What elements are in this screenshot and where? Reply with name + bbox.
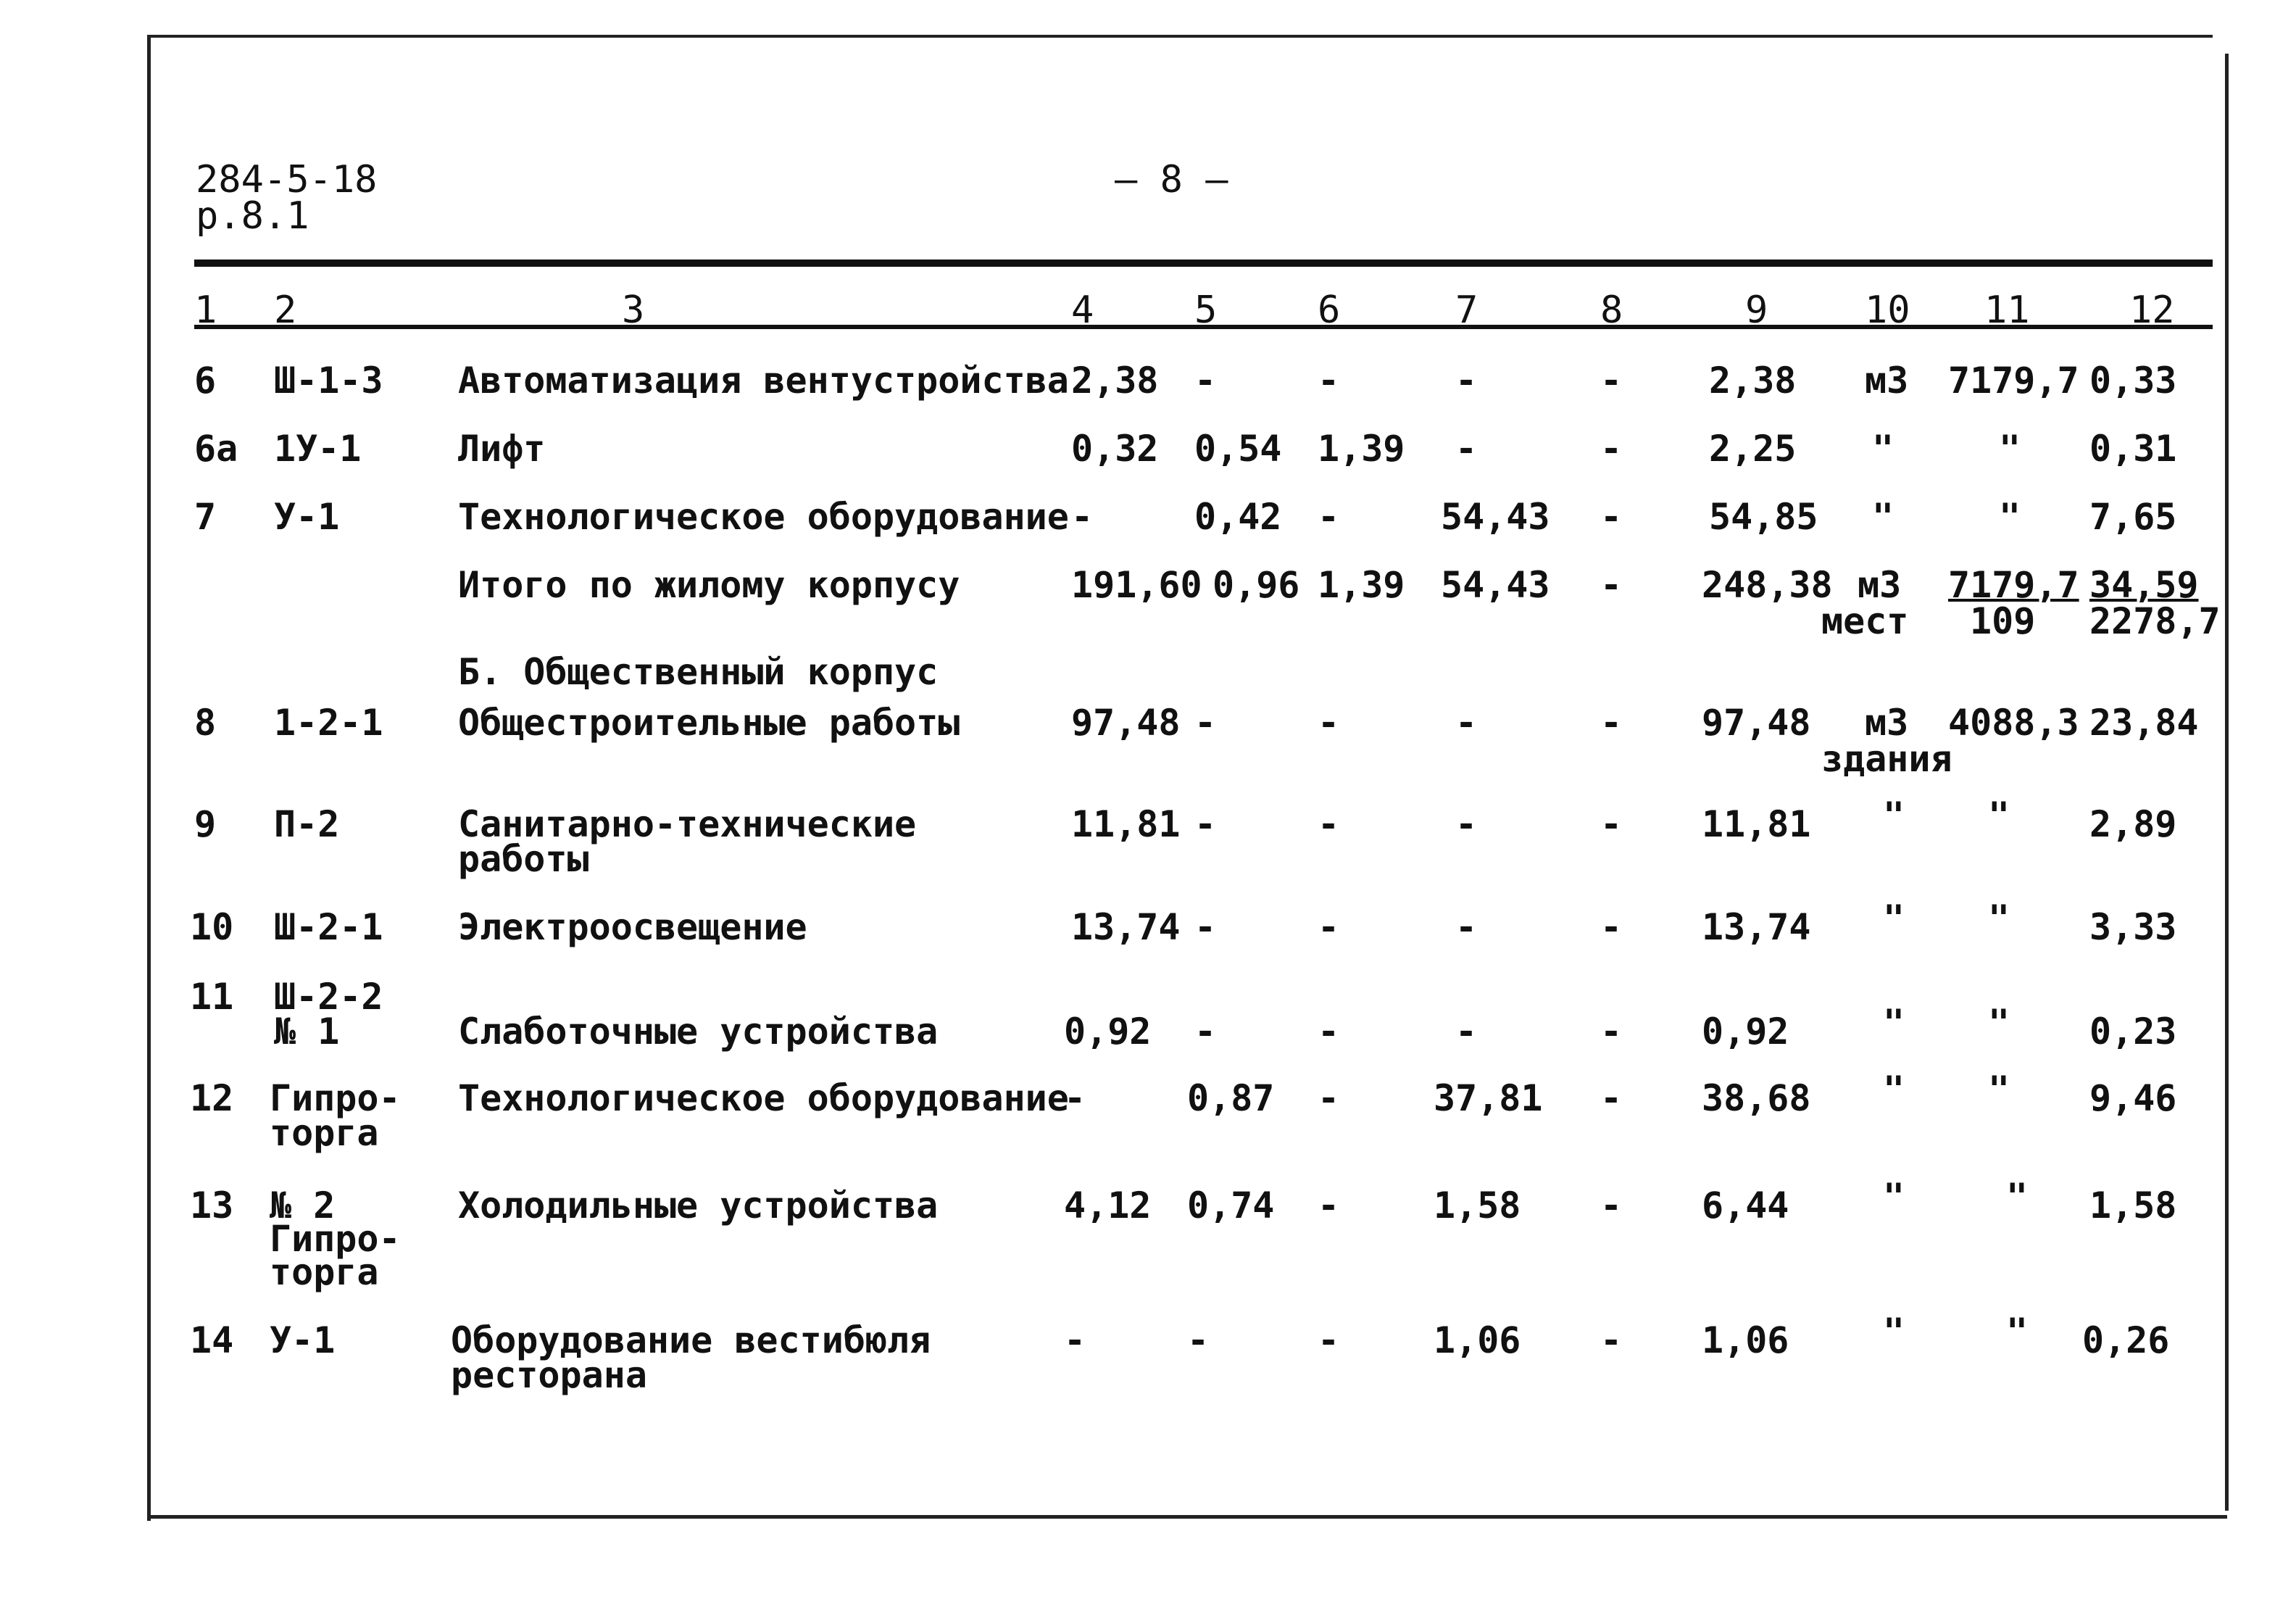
value-col4: 13,74 — [1071, 906, 1181, 948]
value-col12: 1,58 — [2089, 1184, 2177, 1227]
value-col9: 54,85 — [1709, 496, 1818, 538]
item-code: Ш-2-2 — [274, 976, 383, 1018]
value-col6: - — [1318, 1184, 1340, 1227]
item-code: 1У-1 — [274, 428, 362, 470]
ditto-mark: " — [1883, 1069, 1905, 1111]
ditto-mark: " — [1872, 496, 1894, 538]
value-col12: 2,89 — [2089, 803, 2177, 845]
value-col8: - — [1600, 702, 1623, 744]
ditto-mark: " — [1883, 794, 1905, 837]
value-col7: - — [1455, 702, 1478, 744]
value-col6: - — [1318, 803, 1340, 845]
value-col6: - — [1318, 906, 1340, 948]
unit-secondary: здания — [1821, 738, 1952, 780]
ditto-mark: " — [1988, 897, 2010, 939]
item-code-line2: торга — [270, 1112, 379, 1154]
value-col4: 97,48 — [1071, 702, 1181, 744]
value-col4: 0,92 — [1064, 1011, 1152, 1053]
ditto-mark: " — [1883, 1176, 1905, 1218]
column-header-9: 9 — [1745, 289, 1768, 332]
value-col5: - — [1194, 906, 1217, 948]
row-number: 10 — [190, 906, 234, 948]
value-col4: 191,60 — [1071, 564, 1202, 606]
value-col9: 2,38 — [1709, 360, 1797, 402]
ditto-mark: " — [1988, 794, 2010, 837]
value-col8: - — [1600, 1319, 1623, 1361]
ditto-mark: " — [1883, 1002, 1905, 1044]
item-code: У-1 — [274, 496, 340, 538]
column-header-10: 10 — [1865, 289, 1910, 332]
ditto-mark: " — [1988, 1069, 2010, 1111]
value-col9: 1,06 — [1702, 1319, 1789, 1361]
column-header-7: 7 — [1455, 289, 1478, 332]
value-col9: 248,38 — [1702, 564, 1833, 606]
column-header-5: 5 — [1194, 289, 1218, 332]
value-col6: - — [1318, 1077, 1340, 1119]
column-header-4: 4 — [1071, 289, 1094, 332]
page-number: — 8 — — [1115, 158, 1228, 202]
value-col11: 7179,7 — [1948, 360, 2079, 402]
row-number: 11 — [190, 976, 234, 1018]
value-col8: - — [1600, 1011, 1623, 1053]
value-col7: - — [1455, 428, 1478, 470]
column-header-11: 11 — [1984, 289, 2030, 332]
value-col4: 0,32 — [1071, 428, 1159, 470]
document-section: р.8.1 — [196, 194, 309, 238]
section-heading: Б. Общественный корпус — [458, 651, 939, 693]
value-col7: 1,58 — [1434, 1184, 1521, 1227]
column-header-6: 6 — [1318, 289, 1341, 332]
value-col12: 9,46 — [2089, 1077, 2177, 1119]
value-col12: 0,31 — [2089, 428, 2177, 470]
row-number: 13 — [190, 1184, 234, 1227]
fraction-denominator: 2278,7 — [2089, 600, 2221, 642]
fraction-denominator: 109 — [1970, 600, 2036, 642]
value-col8: - — [1600, 906, 1623, 948]
row-number: 6 — [194, 360, 217, 402]
value-col7: 54,43 — [1441, 496, 1550, 538]
ditto-mark: " — [1999, 496, 2021, 538]
value-col8: - — [1600, 360, 1623, 402]
item-description: Автоматизация вентустройства — [458, 360, 1069, 402]
value-col8: - — [1600, 496, 1623, 538]
item-code-line3: торга — [270, 1251, 379, 1293]
value-col6: - — [1318, 1011, 1340, 1053]
value-col4: - — [1064, 1319, 1086, 1361]
value-col6: - — [1318, 496, 1340, 538]
value-col12: 3,33 — [2089, 906, 2177, 948]
value-col5: 0,87 — [1187, 1077, 1275, 1119]
header-rule — [194, 260, 2213, 267]
value-col9: 13,74 — [1702, 906, 1811, 948]
frame-right-line — [2225, 54, 2229, 1511]
value-col9: 11,81 — [1702, 803, 1811, 845]
value-col7: - — [1455, 1011, 1478, 1053]
value-col7: 54,43 — [1441, 564, 1550, 606]
item-code: Ш-2-1 — [274, 906, 383, 948]
ditto-mark: " — [1883, 1311, 1905, 1353]
item-description: Технологическое оборудование — [458, 1077, 1069, 1119]
frame-bottom-line — [147, 1515, 2227, 1519]
item-code-line2: Гипро- — [270, 1218, 401, 1260]
value-col6: - — [1318, 360, 1340, 402]
value-col4: - — [1064, 1077, 1086, 1119]
value-col8: - — [1600, 428, 1623, 470]
value-col5: 0,54 — [1194, 428, 1282, 470]
value-col8: - — [1600, 803, 1623, 845]
value-col12: 7,65 — [2089, 496, 2177, 538]
value-col12: 0,23 — [2089, 1011, 2177, 1053]
value-col4: 2,38 — [1071, 360, 1159, 402]
value-col8: - — [1600, 1184, 1623, 1227]
value-col4: 11,81 — [1071, 803, 1181, 845]
ditto-mark: " — [1999, 428, 2021, 470]
row-number: 7 — [194, 496, 217, 538]
value-col5: - — [1194, 803, 1217, 845]
value-col5: - — [1187, 1319, 1210, 1361]
value-col5: - — [1194, 1011, 1217, 1053]
value-col12: 23,84 — [2089, 702, 2199, 744]
column-header-12: 12 — [2129, 289, 2175, 332]
item-code: У-1 — [270, 1319, 336, 1361]
item-description: Санитарно-технические — [458, 803, 917, 845]
value-col6: 1,39 — [1318, 428, 1405, 470]
item-description-line2: ресторана — [451, 1354, 647, 1396]
unit: м3 — [1865, 360, 1909, 402]
frame-top-line — [147, 35, 2213, 38]
row-number: 12 — [190, 1077, 234, 1119]
item-description: Лифт — [458, 428, 546, 470]
row-number: 6а — [194, 428, 238, 470]
item-code: 1-2-1 — [274, 702, 383, 744]
item-code-line2: № 1 — [274, 1011, 340, 1053]
item-code: Ш-1-3 — [274, 360, 383, 402]
value-col7: 37,81 — [1434, 1077, 1543, 1119]
ditto-mark: " — [1988, 1002, 2010, 1044]
ditto-mark: " — [1872, 428, 1894, 470]
item-description: Электроосвещение — [458, 906, 807, 948]
ditto-mark: " — [2006, 1176, 2029, 1218]
item-description: Итого по жилому корпусу — [458, 564, 960, 606]
row-number: 8 — [194, 702, 217, 744]
unit: м3 — [1865, 702, 1909, 744]
value-col7: - — [1455, 360, 1478, 402]
item-code: Гипро- — [270, 1077, 401, 1119]
column-header-2: 2 — [274, 289, 297, 332]
unit-secondary: мест — [1821, 600, 1909, 642]
value-col6: 1,39 — [1318, 564, 1405, 606]
value-col9: 38,68 — [1702, 1077, 1811, 1119]
value-col5: 0,42 — [1194, 496, 1282, 538]
value-col8: - — [1600, 1077, 1623, 1119]
item-description: Общестроительные работы — [458, 702, 960, 744]
value-col7: 1,06 — [1434, 1319, 1521, 1361]
unit: м3 — [1858, 564, 1902, 606]
value-col7: - — [1455, 906, 1478, 948]
value-col9: 0,92 — [1702, 1011, 1789, 1053]
document-code: 284-5-18 — [196, 158, 378, 202]
fraction-numerator: 34,59 — [2089, 564, 2199, 606]
row-number: 14 — [190, 1319, 234, 1361]
item-code: № 2 — [270, 1184, 336, 1227]
value-col5: - — [1194, 360, 1217, 402]
value-col4: - — [1071, 496, 1094, 538]
item-description: Слаботочные устройства — [458, 1011, 939, 1053]
fraction-numerator: 7179,7 — [1948, 564, 2079, 606]
item-code: П-2 — [274, 803, 340, 845]
value-col9: 2,25 — [1709, 428, 1797, 470]
value-col5: - — [1194, 702, 1217, 744]
value-col12: 0,33 — [2089, 360, 2177, 402]
item-description: Холодильные устройства — [458, 1184, 939, 1227]
ditto-mark: " — [2006, 1311, 2029, 1353]
value-col9: 6,44 — [1702, 1184, 1789, 1227]
column-header-8: 8 — [1600, 289, 1623, 332]
column-header-1: 1 — [194, 289, 217, 332]
value-col11: 4088,3 — [1948, 702, 2079, 744]
value-col8: - — [1600, 564, 1623, 606]
value-col5: 0,74 — [1187, 1184, 1275, 1227]
column-header-3: 3 — [622, 289, 645, 332]
ditto-mark: " — [1883, 897, 1905, 939]
value-col7: - — [1455, 803, 1478, 845]
item-description: Оборудование вестибюля — [451, 1319, 931, 1361]
value-col12: 0,26 — [2082, 1319, 2170, 1361]
value-col4: 4,12 — [1064, 1184, 1152, 1227]
value-col6: - — [1318, 702, 1340, 744]
item-description: Технологическое оборудование — [458, 496, 1069, 538]
value-col9: 97,48 — [1702, 702, 1811, 744]
value-col6: - — [1318, 1319, 1340, 1361]
frame-left-line — [147, 35, 151, 1521]
row-number: 9 — [194, 803, 217, 845]
value-col5: 0,96 — [1213, 564, 1300, 606]
item-description-line2: работы — [458, 838, 589, 880]
